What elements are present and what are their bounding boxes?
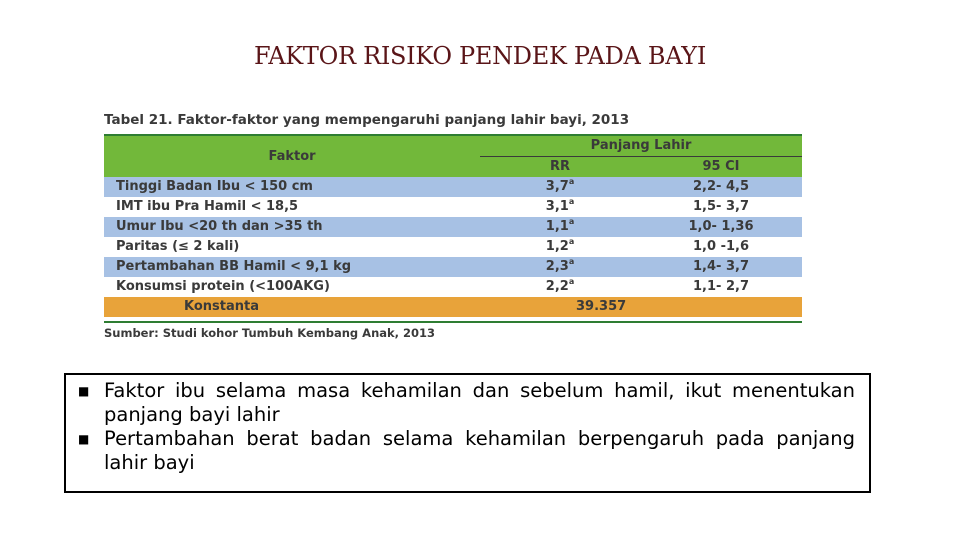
header-rr: RR — [480, 157, 640, 178]
page-title: FAKTOR RISIKO PENDEK PADA BAYI — [253, 42, 707, 70]
rr-value: 2,2 — [545, 279, 569, 294]
table-row — [104, 237, 802, 257]
header-panjang-lahir: Panjang Lahir — [480, 136, 802, 157]
rr-cell — [480, 237, 640, 257]
table-row — [104, 177, 802, 197]
bullet-item — [78, 379, 855, 427]
ci-cell: 1,0- 1,36 — [640, 217, 802, 237]
faktor-cell: Tinggi Badan Ibu < 150 cm — [104, 177, 480, 197]
table-row — [104, 257, 802, 277]
table-row — [104, 197, 802, 217]
faktor-cell: Umur Ibu <20 th dan >35 th — [104, 217, 480, 237]
faktor-cell: IMT ibu Pra Hamil < 18,5 — [104, 197, 480, 217]
rr-cell — [480, 257, 640, 277]
faktor-cell: Pertambahan BB Hamil < 9,1 kg — [104, 257, 480, 277]
ci-cell: 1,1- 2,7 — [640, 277, 802, 297]
ci-cell: 1,0 -1,6 — [640, 237, 802, 257]
faktor-cell: Paritas (≤ 2 kali) — [104, 237, 480, 257]
rr-value: 1,2 — [545, 239, 569, 254]
rr-value: 3,7 — [545, 179, 569, 194]
konstanta-value: 39.357 — [480, 297, 802, 317]
rr-superscript: a — [568, 277, 575, 286]
bullet-text: Faktor ibu selama masa kehamilan dan sebelum hamil, ikut menentukan panjang bayi lahir — [104, 379, 855, 426]
table-row — [104, 217, 802, 237]
rr-cell — [480, 177, 640, 197]
rr-superscript: a — [568, 197, 575, 206]
rr-cell — [480, 197, 640, 217]
konstanta-row — [104, 297, 802, 317]
rr-value: 3,1 — [545, 199, 569, 214]
header-faktor: Faktor — [104, 136, 480, 177]
table-header-row — [104, 136, 802, 157]
table-row — [104, 277, 802, 297]
table-figure — [104, 106, 802, 340]
rr-superscript: a — [568, 217, 575, 226]
table-source: Sumber: Studi kohor Tumbuh Kembang Anak, 2013 — [104, 321, 802, 340]
header-ci: 95 CI — [640, 157, 802, 178]
ci-cell: 2,2- 4,5 — [640, 177, 802, 197]
faktor-cell: Konsumsi protein (<100AKG) — [104, 277, 480, 297]
rr-value: 2,3 — [545, 259, 569, 274]
table-caption: Tabel 21. Faktor-faktor yang mempengaruhi panjang lahir bayi, 2013 — [104, 106, 802, 136]
konstanta-label: Konstanta — [104, 297, 480, 317]
bullet-text: Pertambahan berat badan selama kehamilan berpengaruh pada panjang lahir bayi — [104, 427, 855, 474]
rr-value: 1,1 — [545, 219, 569, 234]
bullet-box — [64, 373, 871, 493]
square-bullet-icon: ■ — [78, 432, 90, 446]
bullet-item — [78, 427, 855, 475]
rr-superscript: a — [568, 177, 575, 186]
rr-superscript: a — [568, 257, 575, 266]
rr-cell — [480, 217, 640, 237]
rr-superscript: a — [568, 237, 575, 246]
risk-factor-table — [104, 136, 802, 317]
ci-cell: 1,4- 3,7 — [640, 257, 802, 277]
rr-cell — [480, 277, 640, 297]
square-bullet-icon: ■ — [78, 384, 90, 398]
ci-cell: 1,5- 3,7 — [640, 197, 802, 217]
